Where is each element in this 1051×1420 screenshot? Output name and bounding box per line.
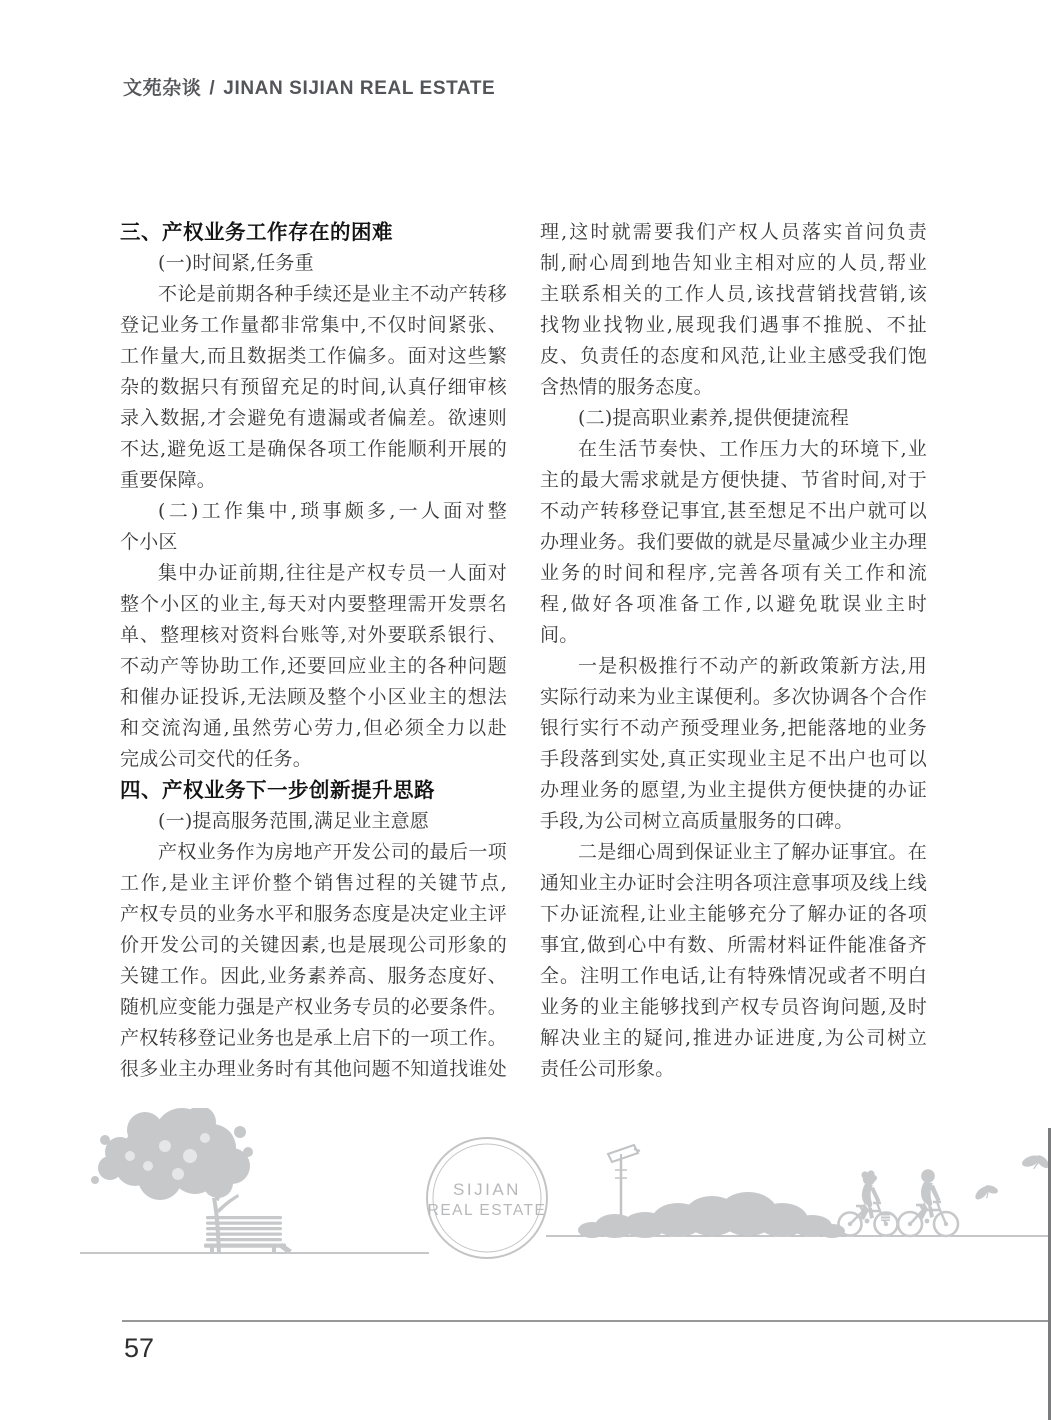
column-right: [540, 217, 927, 1085]
text-line: 整个小区的业主,每天对内要整理需开发票名: [120, 593, 507, 615]
tree-icon: [91, 1108, 253, 1253]
page-number: 57: [124, 1333, 155, 1363]
page-header: [123, 73, 495, 100]
text-line: 产权转移登记业务也是承上启下的一项工作。: [120, 1027, 507, 1049]
butterfly-icon: [971, 1149, 1051, 1203]
text-line: 制,耐心周到地告知业主相对应的人员,帮业: [540, 252, 927, 274]
text-line: 理,这时就需要我们产权人员落实首问负责: [540, 221, 927, 243]
text-line: 手段,为公司树立高质量服务的口碑。: [540, 810, 854, 832]
text-line: 办理业务的愿望,为业主提供方便快捷的办证: [540, 779, 927, 801]
text-line: 解决业主的疑问,推进办证进度,为公司树立: [540, 1027, 927, 1049]
text-line: 不论是前期各种手续还是业主不动产转移: [158, 283, 507, 305]
header-separator: /: [209, 78, 216, 99]
text-line: 含热情的服务态度。: [540, 376, 713, 398]
text-line: (一)提高服务范围,满足业主意愿: [158, 810, 430, 832]
footer-artwork: [0, 1108, 1051, 1270]
text-line: 下办证流程,让业主能够充分了解办证的各项: [540, 903, 927, 925]
text-line: 登记业务工作量都非常集中,不仅时间紧张、: [120, 314, 507, 336]
kids-cycling-icon: [839, 1169, 959, 1236]
header-title-en: JINAN SIJIAN REAL ESTATE: [223, 78, 496, 99]
text-line: 工作量大,而且数据类工作偏多。面对这些繁: [120, 345, 507, 367]
text-line: 业务的业主能够找到产权专员咨询问题,及时: [540, 996, 927, 1018]
text-line: 找物业找物业,展现我们遇事不推脱、不扯: [540, 314, 927, 336]
text-line: 重要保障。: [120, 469, 217, 491]
text-line: 办理业务。我们要做的就是尽量减少业主办理: [540, 531, 927, 553]
text-line: 皮、负责任的态度和风范,让业主感受我们饱: [540, 345, 927, 367]
text-line: 很多业主办理业务时有其他问题不知道找谁处: [120, 1058, 507, 1080]
text-line: 事宜,做到心中有数、所需材料证件能准备齐: [540, 934, 927, 956]
bushes-icon: [578, 1192, 845, 1238]
text-line: 随机应变能力强是产权业务专员的必要条件。: [120, 996, 507, 1018]
text-line: (二)工作集中,琐事颇多,一人面对整: [158, 500, 507, 522]
text-line: 间。: [540, 624, 579, 646]
text-line: 不达,避免返工是确保各项工作能顺利开展的: [120, 438, 507, 460]
text-line: 完成公司交代的任务。: [120, 748, 313, 770]
text-line: 业务的时间和程序,完善各项有关工作和流: [540, 562, 927, 584]
section-heading: 三、产权业务工作存在的困难: [120, 221, 393, 244]
text-line: 一是积极推行不动产的新政策新方法,用: [578, 655, 927, 677]
text-line: 个小区: [120, 531, 178, 553]
text-line: 二是细心周到保证业主了解办证事宜。在: [578, 841, 927, 863]
text-line: 在生活节奏快、工作压力大的环境下,业: [578, 438, 927, 460]
text-line: 关键工作。因此,业务素养高、服务态度好、: [120, 965, 507, 987]
logo-text-line2: REAL ESTATE: [427, 1202, 547, 1219]
text-line: 价开发公司的关键因素,也是展现公司形象的: [120, 934, 507, 956]
text-line: (二)提高职业素养,提供便捷流程: [578, 407, 850, 429]
text-line: 责任公司形象。: [540, 1058, 675, 1080]
text-line: 全。注明工作电话,让有特殊情况或者不明白: [540, 965, 927, 987]
sijian-logo-badge: [427, 1138, 547, 1258]
text-line: 杂的数据只有预留充足的时间,认真仔细审核: [120, 376, 507, 398]
section-heading: 四、产权业务下一步创新提升思路: [120, 779, 435, 802]
text-line: 程,做好各项准备工作,以避免耽误业主时: [540, 593, 927, 615]
text-line: 手段落到实处,真正实现业主足不出户也可以: [540, 748, 927, 770]
text-line: 集中办证前期,往往是产权专员一人面对: [158, 562, 507, 584]
header-title-zh: 文苑杂谈: [123, 78, 202, 99]
text-line: 银行实行不动产预受理业务,把能落地的业务: [540, 717, 927, 739]
text-line: 单、整理核对资料台账等,对外要联系银行、: [120, 624, 507, 646]
text-line: 录入数据,才会避免有遗漏或者偏差。欲速则: [120, 407, 507, 429]
text-line: 和催办证投诉,无法顾及整个小区业主的想法: [120, 686, 507, 708]
article-body: [120, 217, 927, 1085]
text-line: 工作,是业主评价整个销售过程的关键节点,: [120, 872, 507, 894]
text-line: 不动产转移登记事宜,甚至想足不出户就可以: [540, 500, 927, 522]
footer-rule: [122, 1320, 1051, 1322]
text-line: 主的最大需求就是方便快捷、节省时间,对于: [540, 469, 927, 491]
text-line: 不动产等协助工作,还要回应业主的各种问题: [120, 655, 507, 677]
text-line: 实际行动来为业主谋便利。多次协调各个合作: [540, 686, 927, 708]
column-left: [120, 217, 507, 1085]
text-line: 产权业务作为房地产开发公司的最后一项: [158, 841, 507, 863]
text-line: (一)时间紧,任务重: [158, 252, 314, 274]
logo-text-line1: SIJIAN: [453, 1180, 521, 1199]
text-line: 产权专员的业务水平和服务态度是决定业主评: [120, 903, 507, 925]
text-line: 主联系相关的工作人员,该找营销找营销,该: [540, 283, 927, 305]
text-line: 通知业主办证时会注明各项注意事项及线上线: [540, 872, 927, 894]
text-line: 和交流沟通,虽然劳心劳力,但必须全力以赴: [120, 717, 507, 739]
